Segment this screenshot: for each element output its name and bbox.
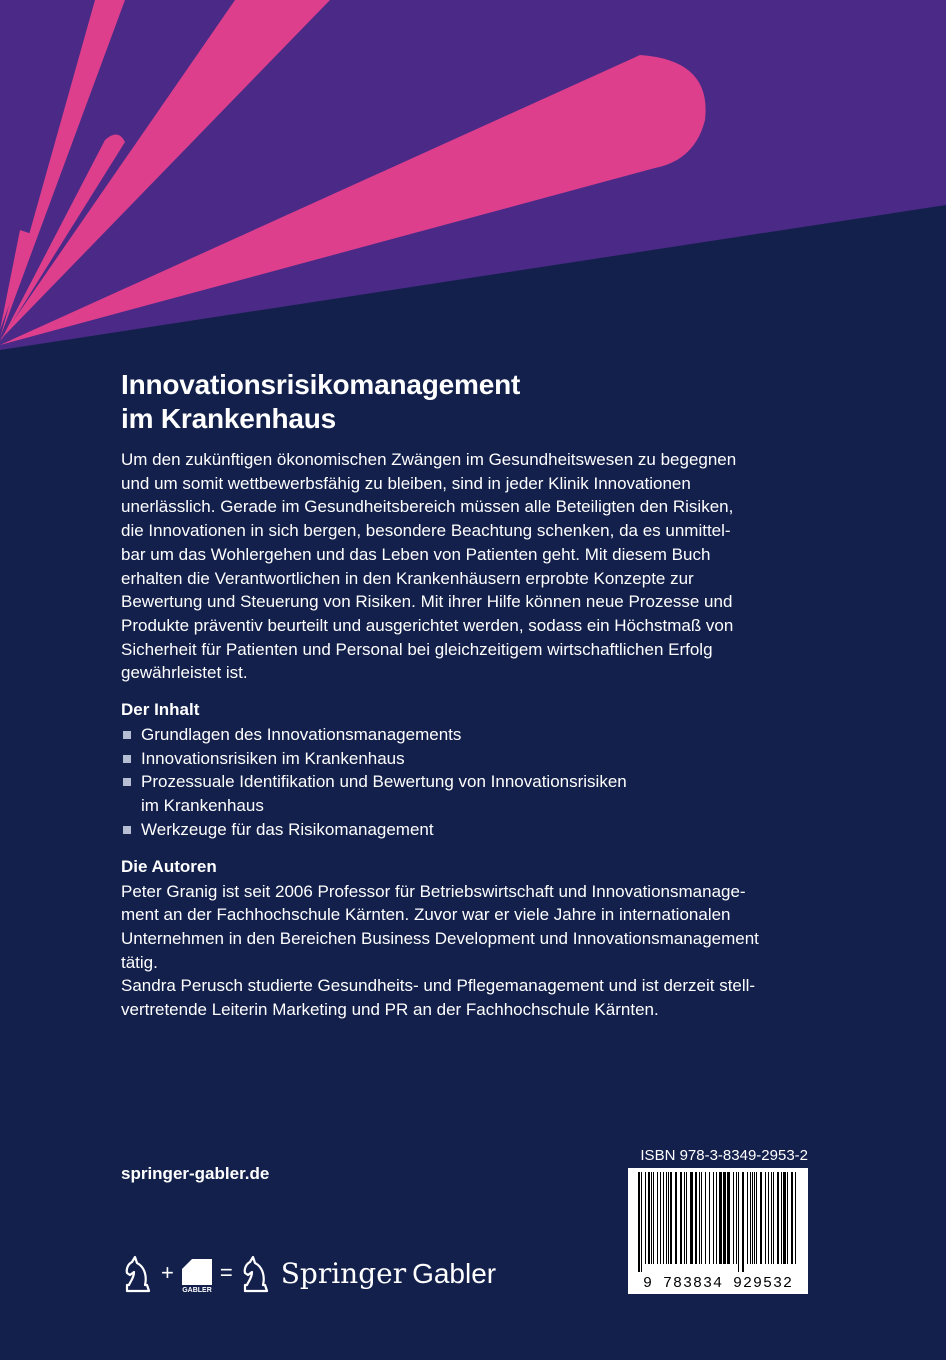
contents-item bbox=[121, 770, 821, 817]
barcode-bar bbox=[701, 1172, 702, 1264]
barcode-bar bbox=[765, 1172, 766, 1264]
authors-line: Unternehmen in den Bereichen Business Development und Innovationsmanagement bbox=[121, 928, 759, 948]
publisher-logos bbox=[121, 1248, 496, 1298]
title-line-2: im Krankenhaus bbox=[121, 403, 337, 434]
barcode-number: 9 783834 929532 bbox=[642, 1275, 794, 1292]
barcode-bar bbox=[771, 1172, 772, 1264]
title-line-1: Innovationsrisikomanagement bbox=[121, 369, 521, 400]
isbn-barcode bbox=[628, 1168, 808, 1294]
barcode-bar bbox=[670, 1172, 672, 1264]
contents-heading: Der Inhalt bbox=[121, 700, 200, 720]
barcode-bar bbox=[733, 1172, 734, 1264]
authors-line: vertretende Leiterin Marketing und PR an der Fachhochschule Kärnten. bbox=[121, 1000, 659, 1020]
description-line: die Innovationen in sich bergen, besondere Beachtung schenken, da es unmittel- bbox=[121, 521, 731, 541]
barcode-bar bbox=[760, 1172, 762, 1264]
barcode-bar bbox=[783, 1172, 786, 1264]
barcode-bar bbox=[653, 1172, 654, 1264]
authors-heading: Die Autoren bbox=[121, 856, 217, 876]
book-description bbox=[121, 448, 821, 685]
barcode-bar bbox=[719, 1172, 722, 1264]
barcode-bar bbox=[750, 1172, 751, 1264]
barcode-bar bbox=[727, 1172, 730, 1264]
barcode-bar bbox=[699, 1172, 700, 1264]
authors-line: Peter Granig ist seit 2006 Professor für Betriebswirtschaft und Innovationsmanage- bbox=[121, 881, 746, 901]
barcode-bar bbox=[686, 1172, 687, 1264]
barcode-bar bbox=[768, 1172, 769, 1264]
description-line: und um somit wettbewerbsfähig zu bleiben, sind in jeder Klinik Innovationen bbox=[121, 473, 691, 493]
barcode-bar bbox=[787, 1172, 788, 1264]
contents-list bbox=[121, 723, 821, 842]
authors-line: tätig. bbox=[121, 952, 158, 972]
barcode-bar bbox=[738, 1172, 739, 1272]
contents-item: Innovationsrisiken im Krankenhaus bbox=[121, 747, 821, 771]
description-line: erhalten die Verantwortlichen in den Krankenhäusern erprobte Konzepte zur bbox=[121, 568, 694, 588]
barcode-bar bbox=[777, 1172, 779, 1264]
barcode-bar bbox=[756, 1172, 757, 1264]
gabler-logo-icon bbox=[180, 1253, 214, 1293]
authors-line: ment an der Fachhochschule Kärnten. Zuvor war er viele Jahre in internationalen bbox=[121, 905, 731, 925]
barcode-bar bbox=[705, 1172, 706, 1264]
barcode-bar bbox=[695, 1172, 697, 1264]
barcode-bar bbox=[660, 1172, 661, 1264]
barcode-bar bbox=[795, 1172, 796, 1264]
description-line: bar um das Wohlergehen und das Leben von Patienten geht. Mit diesem Buch bbox=[121, 544, 711, 564]
barcode-bar bbox=[791, 1172, 793, 1264]
publisher-website: springer-gabler.de bbox=[121, 1164, 270, 1183]
description-line: Bewertung und Steuerung von Risiken. Mit ihrer Hilfe können neue Prozesse und bbox=[121, 592, 733, 612]
barcode-bar bbox=[675, 1172, 677, 1264]
springer-gabler-knight-icon bbox=[239, 1253, 273, 1293]
barcode-bar bbox=[754, 1172, 755, 1264]
description-line: Um den zukünftigen ökonomischen Zwängen im Gesundheitswesen zu begegnen bbox=[121, 450, 737, 469]
barcode-bar bbox=[648, 1172, 650, 1264]
barcode-bar bbox=[645, 1172, 646, 1264]
barcode-bar bbox=[663, 1172, 664, 1264]
barcode-bars bbox=[628, 1168, 808, 1272]
barcode-bar bbox=[773, 1172, 774, 1264]
back-cover-text bbox=[121, 368, 821, 1022]
barcode-bar bbox=[713, 1172, 714, 1264]
gabler-small-label: GABLER bbox=[182, 1287, 212, 1293]
description-line: gewährleistet ist. bbox=[121, 663, 248, 683]
authors-text bbox=[121, 880, 821, 1022]
equals-sign: = bbox=[219, 1260, 233, 1285]
brand-gabler: Gabler bbox=[412, 1257, 497, 1289]
barcode-bar bbox=[651, 1172, 652, 1264]
barcode-bar bbox=[668, 1172, 669, 1264]
description-line: unerlässlich. Gerade im Gesundheitsbereich müssen alle Beteiligten den Risiken, bbox=[121, 497, 734, 517]
book-title bbox=[121, 368, 821, 436]
brand-springer: Springer bbox=[280, 1256, 407, 1290]
barcode-bar bbox=[736, 1172, 737, 1264]
barcode-bar bbox=[742, 1172, 744, 1272]
contents-item-line: Prozessuale Identifikation und Bewertung von Innovationsrisiken bbox=[141, 772, 627, 792]
isbn-label: ISBN 978-3-8349-2953-2 bbox=[640, 1147, 808, 1164]
description-line: Sicherheit für Patienten und Personal bei gleichzeitigem wirtschaftlichen Erfolg bbox=[121, 639, 713, 659]
barcode-bar bbox=[680, 1172, 682, 1264]
plus-sign: + bbox=[161, 1260, 174, 1285]
authors-line: Sandra Perusch studierte Gesundheits- und Pflegemanagement und ist derzeit stell- bbox=[121, 976, 756, 996]
contents-item: Grundlagen des Innovationsmanagements bbox=[121, 723, 821, 747]
contents-item: Werkzeuge für das Risikomanagement bbox=[121, 818, 821, 842]
springer-knight-icon bbox=[121, 1253, 155, 1293]
barcode-bar bbox=[684, 1172, 685, 1264]
contents-item-line: im Krankenhaus bbox=[141, 796, 264, 816]
barcode-bar bbox=[747, 1172, 748, 1264]
cover-art-rays bbox=[0, 0, 946, 360]
description-line: Produkte präventiv beurteilt und ausgerichtet werden, sodass ein Höchstmaß von bbox=[121, 615, 734, 635]
barcode-bar bbox=[716, 1172, 717, 1264]
springer-gabler-wordmark bbox=[281, 1257, 496, 1290]
barcode-bar bbox=[657, 1172, 658, 1264]
barcode-bar bbox=[690, 1172, 693, 1264]
barcode-bar bbox=[781, 1172, 782, 1264]
barcode-bar bbox=[723, 1172, 726, 1264]
barcode-bar bbox=[641, 1172, 642, 1272]
barcode-bar bbox=[666, 1172, 667, 1264]
barcode-bar bbox=[752, 1172, 753, 1264]
barcode-bar bbox=[709, 1172, 710, 1264]
barcode-bar bbox=[638, 1172, 640, 1272]
